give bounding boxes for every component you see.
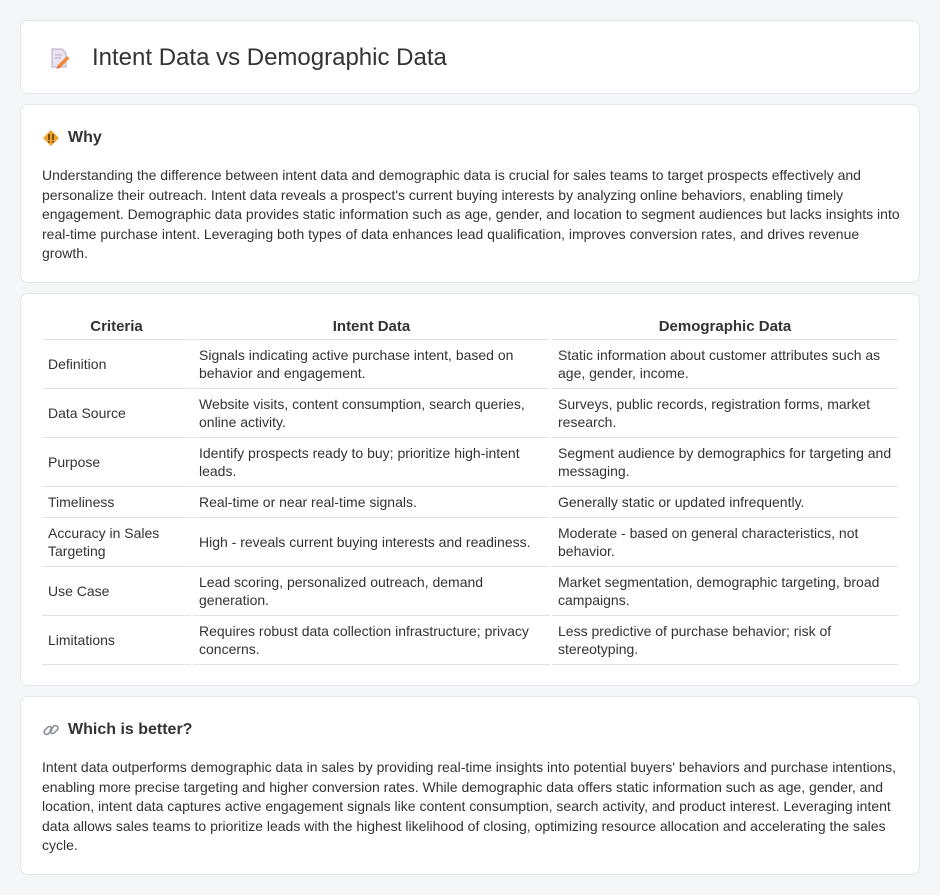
comparison-section <box>20 293 920 686</box>
which-is-better-section <box>20 696 920 875</box>
document-pencil-icon <box>49 47 71 69</box>
why-heading: Why <box>68 129 102 146</box>
row-demographic: Static information about customer attributes such as age, gender, income. <box>551 339 898 388</box>
title-card <box>20 20 920 94</box>
header-demographic-data: Demographic Data <box>551 315 898 339</box>
row-intent: High - reveals current buying interests and readiness. <box>192 517 551 566</box>
table-row <box>42 615 898 664</box>
table-header-row <box>42 315 898 339</box>
better-heading: Which is better? <box>68 721 193 738</box>
row-criteria: Use Case <box>42 566 192 615</box>
header-criteria: Criteria <box>42 315 192 339</box>
row-demographic: Segment audience by demographics for targeting and messaging. <box>551 437 898 486</box>
table-row <box>42 486 898 517</box>
row-demographic: Moderate - based on general characteristics, not behavior. <box>551 517 898 566</box>
row-demographic: Market segmentation, demographic targeting, broad campaigns. <box>551 566 898 615</box>
comparison-table <box>42 315 898 665</box>
table-row <box>42 339 898 388</box>
header-intent-data: Intent Data <box>192 315 551 339</box>
row-criteria: Limitations <box>42 615 192 664</box>
row-demographic: Generally static or updated infrequently. <box>551 486 898 517</box>
why-section <box>20 104 920 283</box>
table-row <box>42 388 898 437</box>
table-row <box>42 566 898 615</box>
row-demographic: Less predictive of purchase behavior; risk of stereotyping. <box>551 615 898 664</box>
page-title: Intent Data vs Demographic Data <box>92 44 447 71</box>
better-heading-row <box>42 719 192 741</box>
diamond-warning-icon <box>42 129 60 147</box>
row-intent: Lead scoring, personalized outreach, demand generation. <box>192 566 551 615</box>
table-row <box>42 437 898 486</box>
row-intent: Website visits, content consumption, search queries, online activity. <box>192 388 551 437</box>
row-criteria: Timeliness <box>42 486 192 517</box>
row-intent: Requires robust data collection infrastructure; privacy concerns. <box>192 615 551 664</box>
why-heading-row <box>42 127 102 149</box>
row-criteria: Accuracy in Sales Targeting <box>42 517 192 566</box>
row-criteria: Definition <box>42 339 192 388</box>
why-text: Understanding the difference between intent data and demographic data is crucial for sales teams to target prospects effectively and personalize their outreach. Intent data reveals a prospect's current buying interests by analyzing online behaviors, enabling timely engagement. Demographic data provides static information such as age, gender, and location to segment audiences but lacks insights into real-time purchase intent. Leveraging both types of data enhances lead qualification, improves conversion rates, and drives revenue growth. <box>42 167 900 261</box>
table-row <box>42 517 898 566</box>
row-intent: Signals indicating active purchase intent, based on behavior and engagement. <box>192 339 551 388</box>
row-intent: Real-time or near real-time signals. <box>192 486 551 517</box>
better-text: Intent data outperforms demographic data in sales by providing real-time insights into potential buyers' behaviors and purchase intentions, enabling more precise targeting and higher conversion rates. While demographic data offers static information such as age, gender, and location, intent data captures active engagement signals like content consumption, search activity, and product interest. Leveraging intent data allows sales teams to prioritize leads with the highest likelihood of closing, optimizing resource allocation and accelerating the sales cycle. <box>42 759 897 853</box>
row-criteria: Data Source <box>42 388 192 437</box>
row-intent: Identify prospects ready to buy; prioritize high-intent leads. <box>192 437 551 486</box>
row-demographic: Surveys, public records, registration forms, market research. <box>551 388 898 437</box>
link-icon <box>42 721 60 739</box>
row-criteria: Purpose <box>42 437 192 486</box>
